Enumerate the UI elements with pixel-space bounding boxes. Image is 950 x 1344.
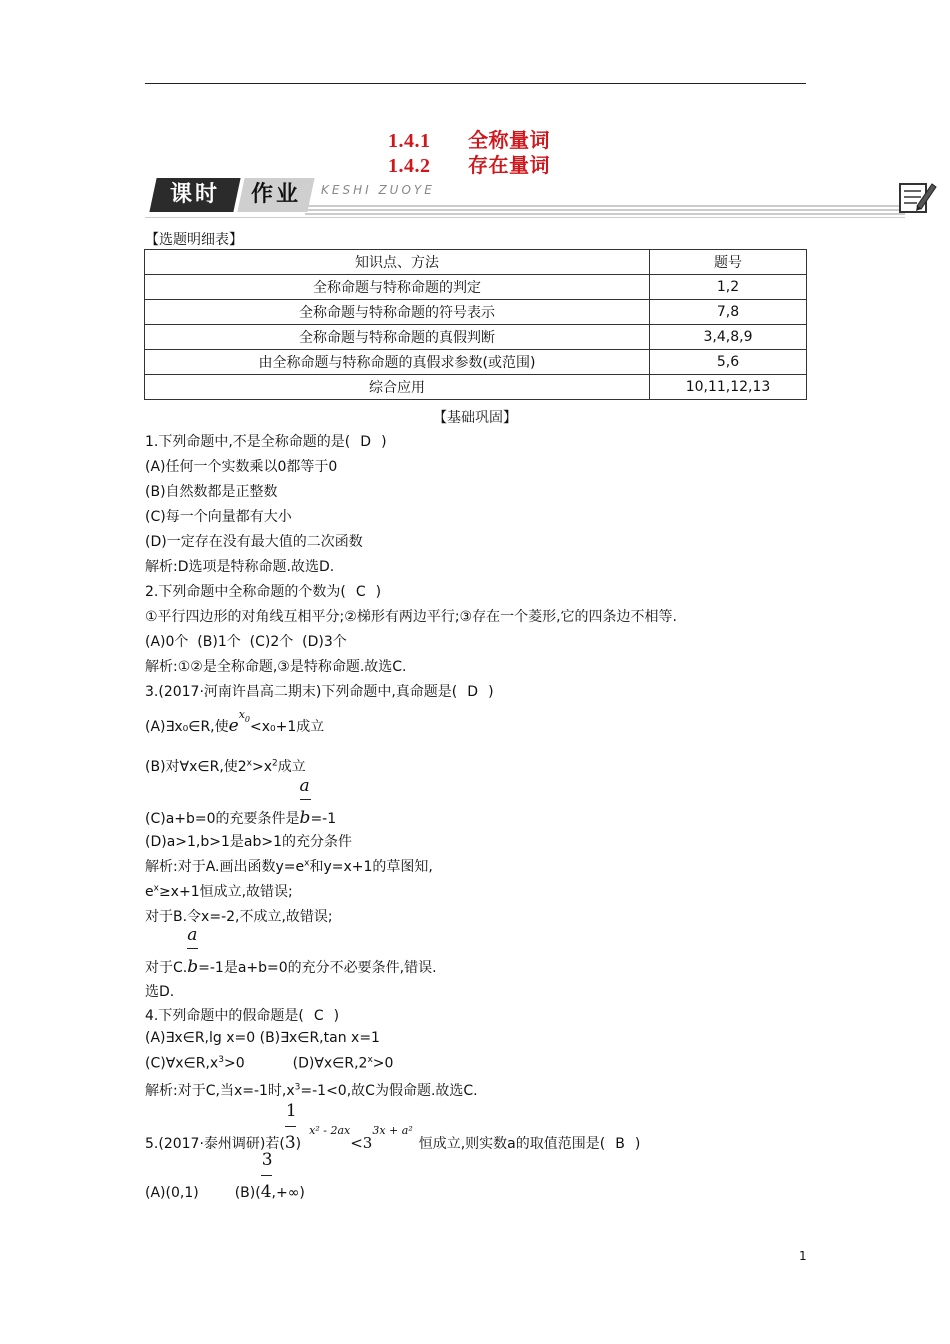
q2-stem: 2.下列命题中全称命题的个数为( C ) (145, 584, 382, 600)
table-row (145, 300, 807, 325)
table-row (145, 375, 807, 400)
section-title: 【基础巩固】 (433, 410, 517, 426)
q1-option-c: (C)每一个向量都有大小 (145, 509, 292, 525)
q2-answer: C (355, 584, 366, 600)
table-cell-question: 3,4,8,9 (650, 325, 807, 350)
detail-table-label: 【选题明细表】 (145, 232, 243, 248)
table-cell-question: 10,11,12,13 (650, 375, 807, 400)
banner-tab-zuoye: 作业 (237, 178, 314, 212)
table-header-row (145, 250, 807, 275)
q1-option-a: (A)任何一个实数乘以0都等于0 (145, 459, 338, 475)
q3-frac-num: a (299, 776, 310, 796)
q3-solution-2: $e^x\ge x+1$恒成立,故错误; (145, 883, 293, 900)
q3-stem: 3.(2017·河南许昌高二期末)下列命题中,真命题是( D ) (145, 684, 494, 700)
table-row (145, 275, 807, 300)
q5-options: (A)(0,1) (B)( $\frac{3}{4},+\infty$) (145, 1150, 305, 1202)
q3-solution-5: 选D. (145, 984, 175, 1000)
q1-answer: D (360, 434, 372, 450)
table-cell-question: 5,6 (650, 350, 807, 375)
q1-stem: 1.下列命题中,不是全称命题的是( D ) (145, 434, 387, 450)
q4-answer: C (313, 1008, 324, 1024)
q3-solution-3: 对于B.令x=-2,不成立,故错误; (145, 909, 333, 925)
q3-option-d: (D)a>1,b>1是ab>1的充分条件 (145, 834, 352, 850)
homework-banner (145, 178, 940, 218)
title-2-text: 存在量词 (468, 155, 550, 177)
q3-solution-1: 解析:对于A.画出函数$y=e^x$和y=x+1的草图知, (145, 858, 433, 875)
q1-solution: 解析:D选项是特称命题.故选D. (145, 559, 335, 575)
q5-stem: 5.(2017·泰州调研)若( $\frac{1}{3})^{x^2 - 2ax}<3^{3x + a^2}$恒成立,则实数a的取值范围是( B ) (145, 1101, 641, 1153)
q2-statement: ①平行四边形的对角线互相平分;②梯形有两边平行;③存在一个菱形,它的四条边不相等. (145, 609, 677, 625)
q3-option-a: (A)∃x₀∈R,使$e^{x_0}<x_0+1$成立 (145, 708, 325, 736)
q2-solution: 解析:①②是全称命题,③是特称命题.故选C. (145, 659, 407, 675)
title-1-text: 全称量词 (468, 130, 550, 152)
table-cell-topic: 由全称命题与特称命题的真假求参数(或范围) (145, 350, 650, 375)
notebook-pencil-icon (897, 178, 937, 216)
table-cell-topic: 综合应用 (145, 375, 650, 400)
q1-option-b: (B)自然数都是正整数 (145, 484, 278, 500)
banner-pinyin: KESHI ZUOYE (321, 183, 435, 197)
table-cell-question: 1,2 (650, 275, 807, 300)
table-cell-topic: 全称命题与特称命题的符号表示 (145, 300, 650, 325)
table-header-topic: 知识点、方法 (145, 250, 650, 275)
table-cell-question: 7,8 (650, 300, 807, 325)
page-number: 1 (799, 1249, 807, 1263)
q4-stem: 4.下列命题中的假命题是( C ) (145, 1008, 340, 1024)
table-row (145, 325, 807, 350)
header-rule (145, 83, 806, 84)
table-row (145, 350, 807, 375)
q3-option-c: (C)a+b=0的充要条件是 $\frac{a}{b}=-1$ (145, 776, 337, 828)
detail-table (144, 249, 807, 400)
q5-exponent-1: x² - 2ax (309, 1124, 351, 1137)
q3-solution-4: 对于C. $\frac{a}{b}=-1$是a+b=0的充分不必要条件,错误. (145, 925, 437, 977)
q5-answer: B (615, 1136, 625, 1152)
q1-option-d: (D)一定存在没有最大值的二次函数 (145, 534, 363, 550)
q4-options-ab: (A)∃x∈R,lg x=0 (B)∃x∈R,tan x=1 (145, 1030, 380, 1046)
q4-solution: 解析:对于C,当x=-1时$,x^3=-1<0$,故C为假命题.故选C. (145, 1082, 478, 1099)
title-2-number: 1.4.2 (388, 155, 431, 177)
q3-option-b: (B)对∀x∈R,使$2^x>x^2$成立 (145, 758, 306, 775)
q2-options: (A)0个 (B)1个 (C)2个 (D)3个 (145, 634, 347, 650)
q4-options-cd: $(C)\forall x\in R,x^3>0$ $(D)\forall x\in R,2^x>0$ (145, 1055, 394, 1072)
banner-tab-keshi: 课时 (149, 178, 240, 212)
title-line-2 (388, 149, 550, 178)
q3-answer: D (467, 684, 479, 700)
q5-exponent-2: 3x + a² (372, 1124, 413, 1137)
title-1-number: 1.4.1 (388, 130, 431, 152)
table-cell-topic: 全称命题与特称命题的真假判断 (145, 325, 650, 350)
table-header-question: 题号 (650, 250, 807, 275)
table-cell-topic: 全称命题与特称命题的判定 (145, 275, 650, 300)
